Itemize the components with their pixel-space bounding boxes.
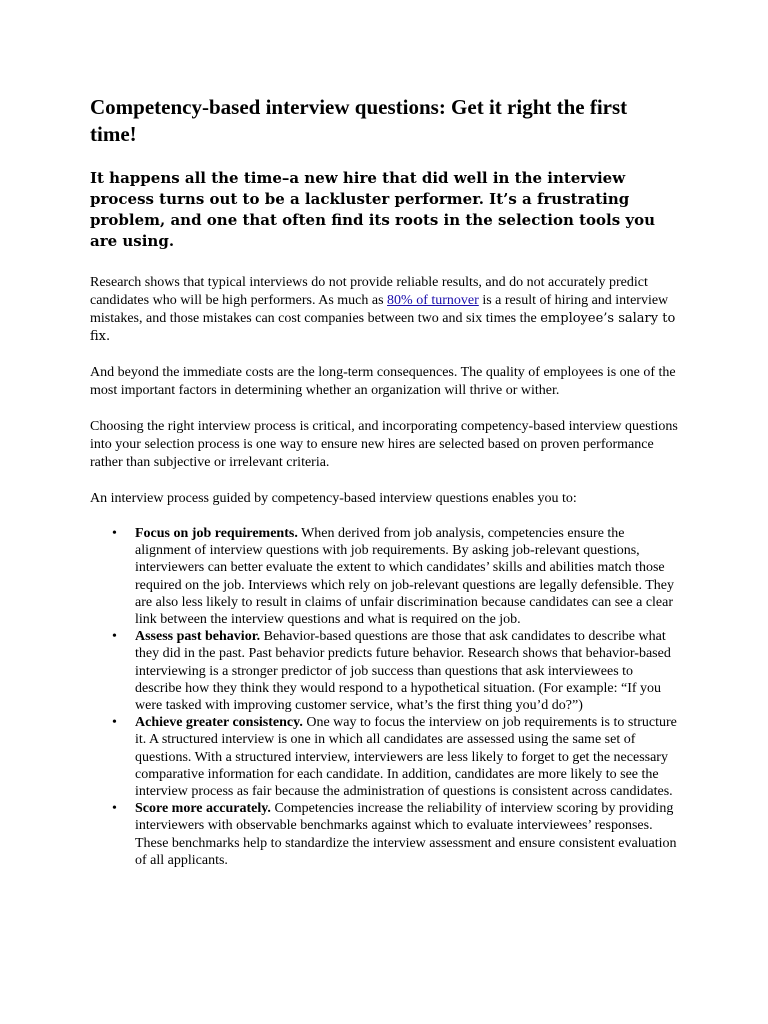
list-item-text: Behavior-based questions are those that ask candidates to describe what they did in the past. Past behavior predicts future behavior. Research shows that behavior-based interviewing is a stronger predictor of job success than questions that ask interviewees to describe how they think they would respond to a hypothetical situation. (For example: “If you were tasked with improving customer service, what’s the first thing you’d do?”) (135, 629, 671, 714)
list-item (90, 628, 678, 714)
bullet-icon: • (112, 801, 117, 817)
list-item-text: When derived from job analysis, competencies ensure the alignment of interview questions with job requirements. By asking job-relevant questions, interviewers can better evaluate the extent to which candidates’ skills and abilities match those required on the job. Interviews which rely on job-relevant questions are legally defensible. They are also less likely to result in claims of unfair discrimination because candidates can see a clear link between the interview questions and what is required on the job. (135, 526, 674, 628)
turnover-link[interactable]: 80% of turnover (387, 293, 479, 308)
list-item (90, 525, 678, 628)
list-item-heading: Focus on job requirements. (135, 526, 298, 541)
list-item-text: One way to focus the interview on job requirements is to structure it. A structured interview is one in which all candidates are assessed using the same set of questions. With a structured interview, interviewers are less likely to forget to get the necessary comparative information for each candidate. In addition, candidates are more likely to see the interview process as fair because the administration of questions is consistent across candidates. (135, 715, 677, 800)
paragraph-research (90, 274, 678, 346)
paragraph-process: Choosing the right interview process is critical, and incorporating competency-based interview questions into your selection process is one way to ensure new hires are selected based on proven performance rather than subjective or irrelevant criteria. (90, 419, 678, 470)
paragraph-research-tail: employee’s salary to fix. (90, 311, 676, 344)
article-title: Competency-based interview questions: Get it right the first time! (90, 95, 628, 146)
bullet-icon: • (112, 526, 117, 541)
list-item-heading: Achieve greater consistency. (135, 715, 303, 731)
list-item-heading: Assess past behavior. (135, 629, 261, 645)
list-item (90, 714, 678, 800)
paragraph-consequences: And beyond the immediate costs are the long-term consequences. The quality of employees is one of the most important factors in determining whether an organization will thrive or wither. (90, 365, 676, 398)
list-item-text: Competencies increase the reliability of interview scoring by providing interviewers with observable benchmarks against which to evaluate interviewees’ responses. These benchmarks help to standardize the interview assessment and ensure consistent evaluation of all applicants. (135, 801, 677, 868)
list-item-heading: Score more accurately. (135, 801, 271, 817)
paragraph-intro-list: An interview process guided by competency-based interview questions enables you to: (90, 491, 577, 506)
paragraph-research-text: Research shows that typical interviews do not provide reliable results, and do not accurately predict candidates who will be high performers. As much as (90, 275, 648, 308)
bullet-icon: • (112, 629, 117, 645)
benefits-list (90, 525, 678, 869)
bullet-icon: • (112, 715, 117, 731)
paragraph-research-text-after: is a result of hiring and interview mistakes, and those mistakes can cost companies between two and six times the (90, 293, 669, 326)
lead-paragraph: It happens all the time–a new hire that did well in the interview process turns out to be a lackluster performer. It’s a frustrating problem, and one that often find its roots in the selection tools you are using. (90, 169, 656, 250)
list-item (90, 800, 678, 869)
